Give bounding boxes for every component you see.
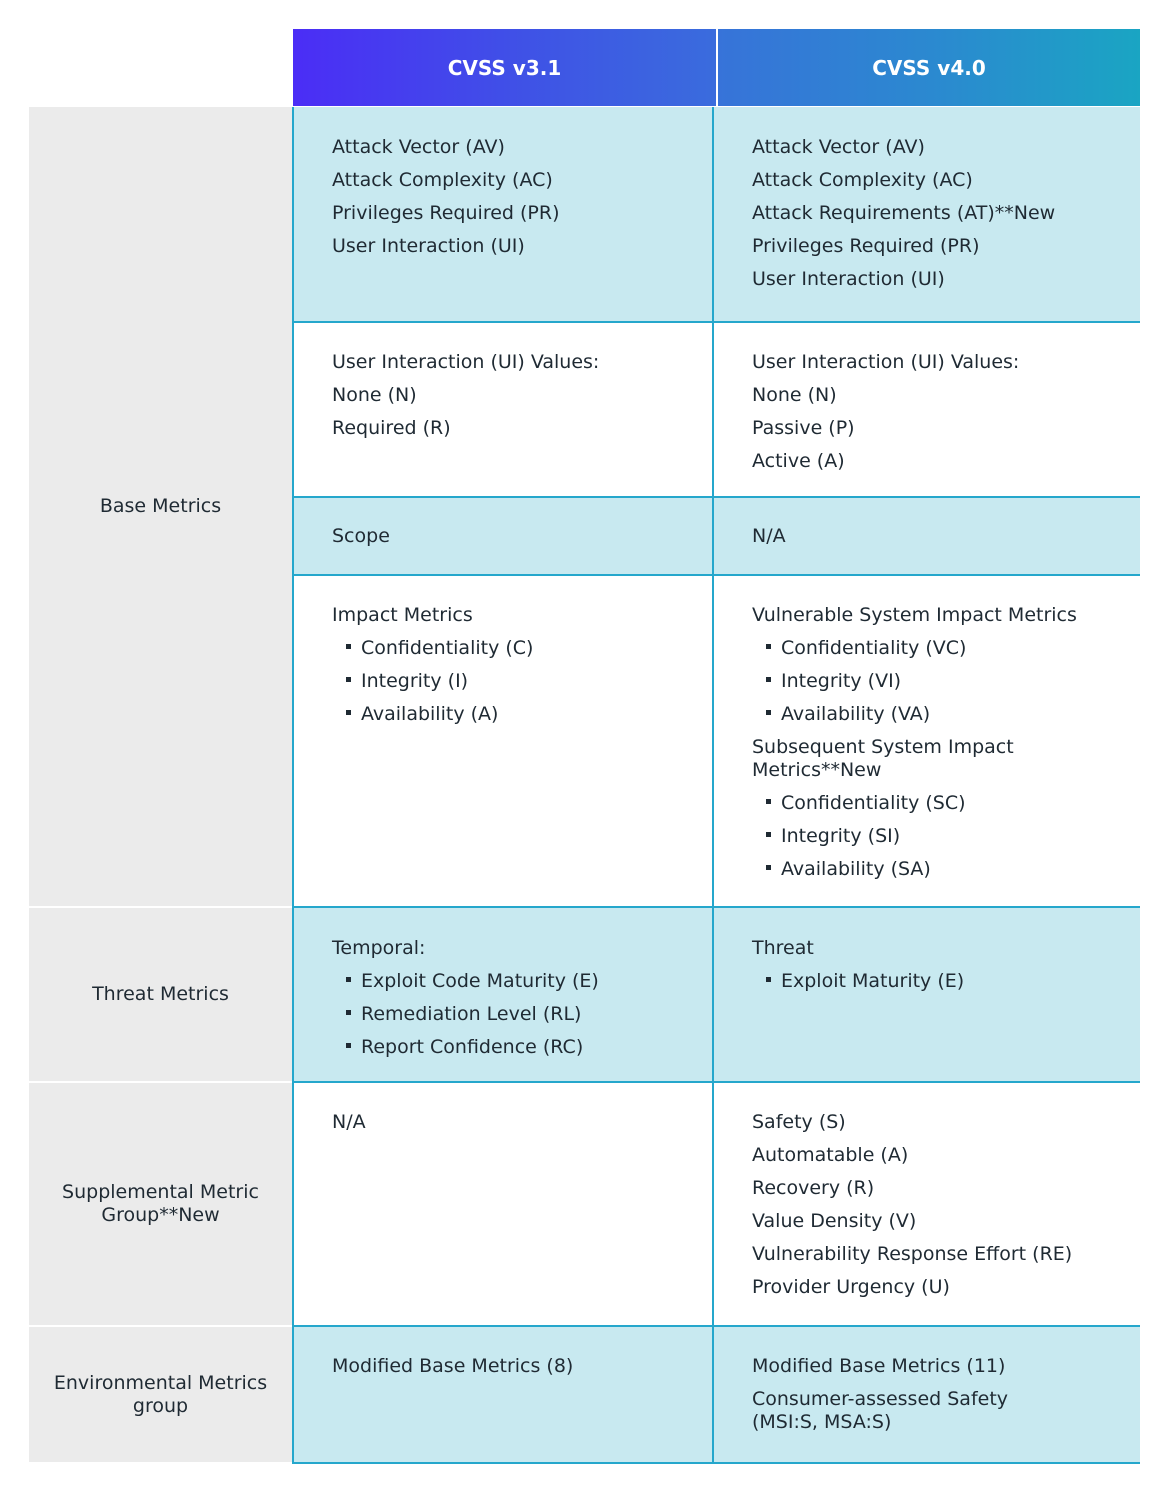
metric-heading: Impact Metrics bbox=[332, 604, 473, 626]
category-base-metrics bbox=[29, 107, 292, 906]
metric-bullet: Exploit Maturity (E) bbox=[752, 965, 1120, 998]
metric-heading: Subsequent System Impact Metrics**New bbox=[752, 736, 1014, 781]
category-label: Supplemental Metric Group**New bbox=[62, 1181, 259, 1226]
metric-item: N/A bbox=[332, 1111, 366, 1133]
cell-v40-environmental bbox=[712, 1327, 1140, 1462]
category-supplemental-metric-group bbox=[29, 1083, 292, 1325]
metric-bullet: Integrity (I) bbox=[332, 665, 692, 698]
cell-v31-base-vectors bbox=[292, 107, 712, 321]
cell-v31-environmental bbox=[292, 1327, 712, 1462]
metric-item: Active (A) bbox=[752, 450, 845, 472]
category-environmental-metrics bbox=[29, 1327, 292, 1462]
metric-item: Automatable (A) bbox=[752, 1144, 909, 1166]
category-label: Base Metrics bbox=[99, 495, 222, 517]
metric-bullet: Exploit Code Maturity (E) bbox=[332, 965, 692, 998]
metric-item: Scope bbox=[332, 525, 390, 547]
column-header-cvss-v31 bbox=[293, 29, 716, 106]
metric-item: Provider Urgency (U) bbox=[752, 1276, 950, 1298]
metric-item: Attack Requirements (AT)**New bbox=[752, 202, 1056, 224]
metric-item: Passive (P) bbox=[752, 417, 855, 439]
metric-bullet: Report Confidence (RC) bbox=[332, 1031, 692, 1064]
metric-item: Attack Vector (AV) bbox=[752, 136, 925, 158]
metric-item: User Interaction (UI) bbox=[752, 268, 945, 290]
metric-bullet: Availability (SA) bbox=[752, 853, 1120, 886]
metric-item: N/A bbox=[752, 525, 786, 547]
metric-item: Modified Base Metrics (11) bbox=[752, 1355, 1006, 1377]
category-label: Environmental Metrics group bbox=[53, 1371, 268, 1417]
metric-item: None (N) bbox=[332, 384, 417, 406]
column-header-cvss-v40 bbox=[718, 29, 1140, 106]
metric-item: Recovery (R) bbox=[752, 1177, 875, 1199]
metric-heading: Temporal: bbox=[332, 937, 426, 959]
column-header-label: CVSS v3.1 bbox=[447, 55, 562, 80]
metric-bullet: Confidentiality (C) bbox=[332, 632, 692, 665]
cell-v31-impact bbox=[292, 576, 712, 906]
metric-item: Vulnerability Response Effort (RE) bbox=[752, 1243, 1073, 1265]
column-header-label: CVSS v4.0 bbox=[872, 55, 986, 80]
metric-heading: Threat bbox=[752, 937, 814, 959]
cell-v31-scope bbox=[292, 498, 712, 574]
metric-bullet: Confidentiality (SC) bbox=[752, 787, 1120, 820]
metric-item: Value Density (V) bbox=[752, 1210, 917, 1232]
metric-bullet: Integrity (SI) bbox=[752, 820, 1120, 853]
cell-v31-ui-values bbox=[292, 323, 712, 496]
metric-item: None (N) bbox=[752, 384, 837, 406]
cell-v40-supplemental bbox=[712, 1083, 1140, 1325]
cell-v40-base-vectors bbox=[712, 107, 1140, 321]
category-label: Threat Metrics bbox=[92, 983, 229, 1005]
metric-heading: Vulnerable System Impact Metrics bbox=[752, 604, 1077, 626]
category-threat-metrics bbox=[29, 908, 292, 1081]
metric-item: Attack Complexity (AC) bbox=[752, 169, 973, 191]
metric-item: Privileges Required (PR) bbox=[332, 202, 560, 224]
cell-v40-scope bbox=[712, 498, 1140, 574]
metric-item: Modified Base Metrics (8) bbox=[332, 1355, 574, 1377]
metric-bullet: Availability (A) bbox=[332, 698, 692, 731]
metric-bullet: Availability (VA) bbox=[752, 698, 1120, 731]
metric-bullet: Remediation Level (RL) bbox=[332, 998, 692, 1031]
metric-bullet: Confidentiality (VC) bbox=[752, 632, 1120, 665]
metric-item: Safety (S) bbox=[752, 1111, 846, 1133]
metric-item: User Interaction (UI) bbox=[332, 235, 525, 257]
cell-v31-threat bbox=[292, 908, 712, 1081]
metric-item: Attack Vector (AV) bbox=[332, 136, 505, 158]
cell-v40-impact bbox=[712, 576, 1140, 906]
cell-v31-supplemental bbox=[292, 1083, 712, 1325]
cell-v40-ui-values bbox=[712, 323, 1140, 496]
cell-v40-threat bbox=[712, 908, 1140, 1081]
metric-item: Consumer-assessed Safety (MSI:S, MSA:S) bbox=[752, 1388, 1009, 1433]
metric-item: User Interaction (UI) Values: bbox=[332, 351, 600, 373]
metric-bullet: Integrity (VI) bbox=[752, 665, 1120, 698]
metric-item: Privileges Required (PR) bbox=[752, 235, 980, 257]
metric-item: User Interaction (UI) Values: bbox=[752, 351, 1020, 373]
metric-item: Required (R) bbox=[332, 417, 451, 439]
row-divider bbox=[292, 1462, 1140, 1464]
metric-item: Attack Complexity (AC) bbox=[332, 169, 553, 191]
